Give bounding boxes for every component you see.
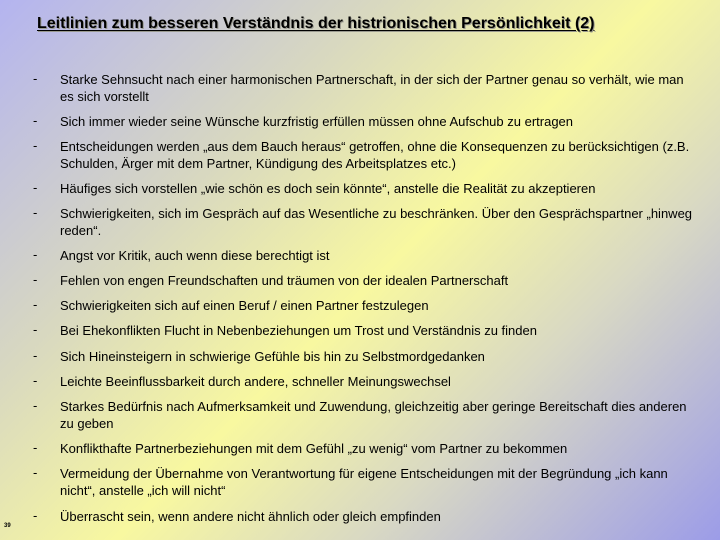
- list-item-text: Bei Ehekonflikten Flucht in Nebenbeziehungen um Trost und Verständnis zu finden: [60, 323, 537, 338]
- list-item-text: Sich immer wieder seine Wünsche kurzfristig erfüllen müssen ohne Aufschub zu ertragen: [60, 114, 574, 129]
- bullet-dash: -: [33, 247, 38, 262]
- bullet-dash: -: [33, 272, 38, 287]
- bullet-dash: -: [33, 205, 38, 220]
- list-item-text: Vermeidung der Übernahme von Verantwortung für eigene Entscheidungen mit der Begründung „ich kann nicht“, anstelle „ich will nicht“: [60, 466, 668, 498]
- bullet-dash: -: [33, 138, 38, 153]
- bullet-dash: -: [33, 297, 38, 312]
- list-item-text: Angst vor Kritik, auch wenn diese berechtigt ist: [60, 248, 330, 263]
- list-item-text: Überrascht sein, wenn andere nicht ähnlich oder gleich empfinden: [60, 509, 441, 524]
- list-item-text: Häufiges sich vorstellen „wie schön es doch sein könnte“, anstelle die Realität zu akzeptieren: [60, 181, 596, 196]
- list-item-text: Starkes Bedürfnis nach Aufmerksamkeit und Zuwendung, gleichzeitig aber geringe Bereitschaft dies anderen zu geben: [60, 399, 687, 431]
- list-item-text: Entscheidungen werden „aus dem Bauch heraus“ getroffen, ohne die Konsequenzen zu berücksichtigen (z.B. Schulden, Ärger mit dem Partner, Kündigung des Arbeitsplatzes etc.): [60, 139, 690, 171]
- bullet-dash: -: [33, 71, 38, 86]
- page-number: 39: [4, 523, 11, 529]
- bullet-dash: -: [33, 465, 38, 480]
- bullet-dash: -: [33, 508, 38, 523]
- bullet-dash: -: [33, 322, 38, 337]
- bullet-dash: -: [33, 180, 38, 195]
- list-item-text: Schwierigkeiten sich auf einen Beruf / einen Partner festzulegen: [60, 298, 429, 313]
- slide-title: Leitlinien zum besseren Verständnis der histrionischen Persönlichkeit (2): [37, 15, 595, 32]
- list-item-text: Fehlen von engen Freundschaften und träumen von der idealen Partnerschaft: [60, 273, 509, 288]
- list-item-text: Konflikthafte Partnerbeziehungen mit dem Gefühl „zu wenig“ vom Partner zu bekommen: [60, 441, 568, 456]
- bullet-dash: -: [33, 440, 38, 455]
- bullet-dash: -: [33, 398, 38, 413]
- bullet-dash: -: [33, 113, 38, 128]
- list-item-text: Schwierigkeiten, sich im Gespräch auf das Wesentliche zu beschränken. Über den Gesprächspartner „hinweg reden“.: [60, 206, 693, 238]
- bullet-dash: -: [33, 348, 38, 363]
- list-item-text: Starke Sehnsucht nach einer harmonischen Partnerschaft, in der sich der Partner genau so verhält, wie man es sich vorstellt: [60, 72, 684, 104]
- list-item-text: Sich Hineinsteigern in schwierige Gefühle bis hin zu Selbstmordgedanken: [60, 349, 485, 364]
- bullet-dash: -: [33, 373, 38, 388]
- list-item-text: Leichte Beeinflussbarkeit durch andere, schneller Meinungswechsel: [60, 374, 451, 389]
